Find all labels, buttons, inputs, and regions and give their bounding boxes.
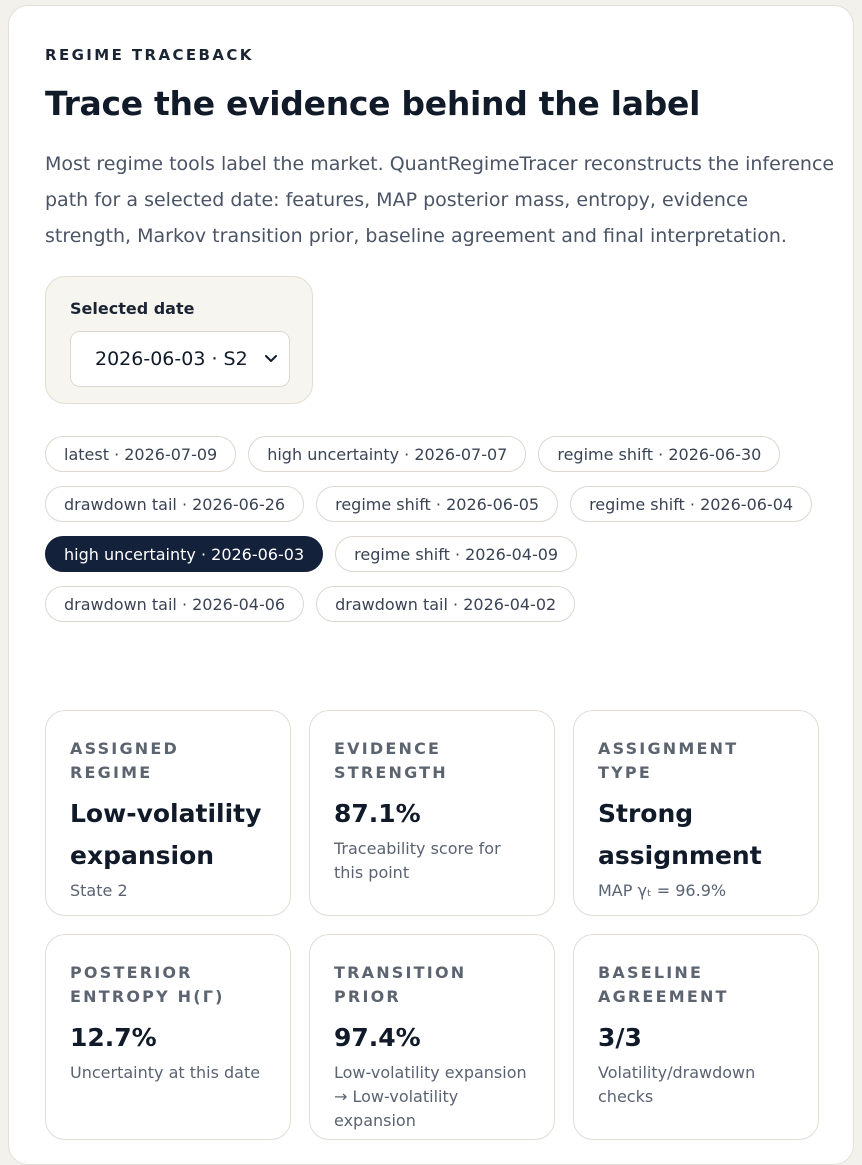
metric-label: ASSIGNMENT TYPE: [598, 739, 739, 782]
metric-card-assigned-regime: [45, 710, 291, 916]
chip-drawdown-tail[interactable]: drawdown tail · 2026-06-26: [45, 486, 304, 522]
chip-regime-shift[interactable]: regime shift · 2026-06-05: [316, 486, 558, 522]
metric-value: 3/3: [598, 1023, 642, 1052]
metric-card-assignment-type: [573, 710, 819, 916]
metric-value: 97.4%: [334, 1023, 421, 1052]
metric-value: Strong assignment: [598, 799, 762, 870]
metric-note: Uncertainty at this date: [70, 1063, 261, 1082]
metric-note: State 2: [70, 881, 128, 900]
metric-label: BASELINE AGREEMENT: [598, 963, 729, 1006]
metric-value: 87.1%: [334, 799, 421, 828]
chip-regime-shift[interactable]: regime shift · 2026-06-04: [570, 486, 812, 522]
metric-card-baseline-agreement: [573, 934, 819, 1140]
metric-note: Volatility/drawdown checks: [598, 1063, 756, 1106]
metric-grid: [45, 710, 819, 1140]
intro-text: Most regime tools label the market. QuantRegimeTracer reconstructs the inference path for a selected date: features, MAP posterior mass, entropy, evidence strength, Markov transition prior, baseline agreement and final interpretation.: [45, 153, 835, 247]
date-picker-label: Selected date: [70, 299, 195, 318]
chip-drawdown-tail[interactable]: drawdown tail · 2026-04-02: [316, 586, 575, 622]
metric-note: MAP γₜ = 96.9%: [598, 881, 727, 900]
metric-card-evidence-strength: [309, 710, 555, 916]
metric-label: POSTERIOR ENTROPY H(Γ): [70, 963, 225, 1006]
metric-label: ASSIGNED REGIME: [70, 739, 179, 782]
metric-value: 12.7%: [70, 1023, 157, 1052]
chip-regime-shift[interactable]: regime shift · 2026-06-30: [538, 436, 780, 472]
metric-card-transition-prior: [309, 934, 555, 1140]
section-eyebrow: REGIME TRACEBACK: [45, 46, 254, 64]
regime-traceback-card: [8, 5, 854, 1165]
metric-value: Low-volatility expansion: [70, 799, 262, 870]
metric-note: Traceability score for this point: [334, 839, 501, 882]
chevron-down-icon: [263, 350, 279, 366]
metric-note: Low-volatility expansion → Low-volatility expansion: [334, 1063, 527, 1130]
metric-card-posterior-entropy: [45, 934, 291, 1140]
page-title: Trace the evidence behind the label: [45, 84, 701, 123]
metric-label: TRANSITION PRIOR: [334, 963, 467, 1006]
chip-drawdown-tail[interactable]: drawdown tail · 2026-04-06: [45, 586, 304, 622]
chip-high-uncertainty[interactable]: high uncertainty · 2026-07-07: [248, 436, 526, 472]
metric-label: EVIDENCE STRENGTH: [334, 739, 448, 782]
quick-date-chips: [45, 436, 835, 622]
date-select-value: 2026-06-03 · S2: [95, 348, 248, 370]
chip-high-uncertainty[interactable]: high uncertainty · 2026-06-03: [45, 536, 323, 572]
date-picker-panel: [45, 276, 313, 404]
chip-regime-shift[interactable]: regime shift · 2026-04-09: [335, 536, 577, 572]
chip-latest[interactable]: latest · 2026-07-09: [45, 436, 236, 472]
date-select[interactable]: [70, 331, 290, 387]
